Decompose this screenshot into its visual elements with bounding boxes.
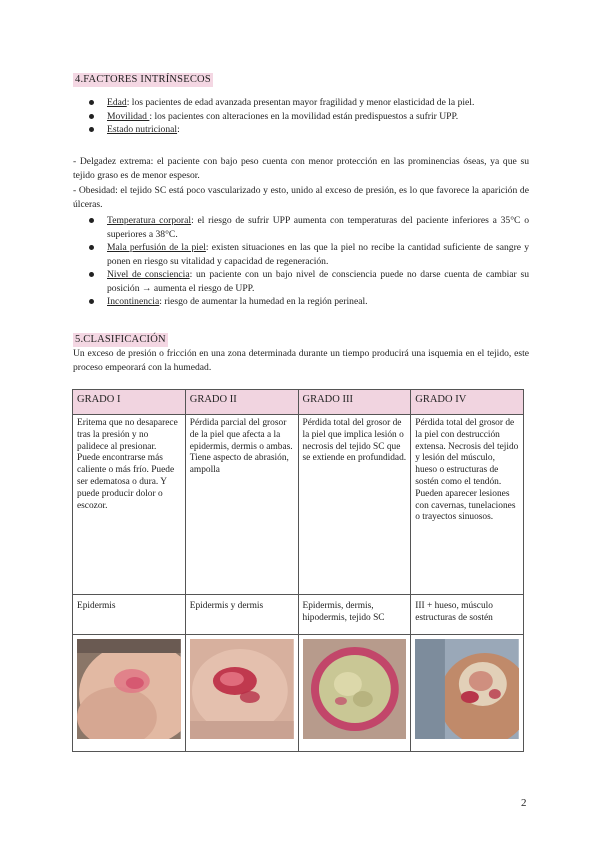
image-cell-grado-3 [298,635,411,752]
table-row [73,595,524,635]
bullet-icon [89,299,94,304]
ulcer-photo-grado-4 [415,639,519,739]
bullet-icon [89,272,94,277]
bullet-icon [89,245,94,250]
section-heading-clasificacion: 5.CLASIFICACIÓN [75,334,166,345]
description-grado-1: Eritema que no desaparece tras la presión y no palidece al presionar. Puede encontrarse más caliente o más frío. Puede ser edematosa o dura. Y puede producir dolor o escozor. [73,415,186,595]
table-row [73,415,524,595]
bullet-list-2 [73,214,529,309]
ulcer-photo-grado-1 [77,639,181,739]
tissue-grado-3: Epidermis, dermis, hipodermis, tejido SC [298,595,411,635]
image-cell-grado-4 [411,635,524,752]
header-grado-3: GRADO III [298,390,411,415]
header-grado-2: GRADO II [185,390,298,415]
description-grado-3: Pérdida total del grosor de la piel que implica lesión o necrosis del tejido SC que se extiende en profundidad. [298,415,411,595]
bullet-icon [89,114,94,119]
list-item: Movilidad : los pacientes con alteraciones en la movilidad están predispuestos a sufrir UPP. [73,110,529,124]
description-grado-4: Pérdida total del grosor de la piel con destrucción extensa. Necrosis del tejido y lesión del músculo, hueso o estructuras de sostén como el tendón. Pueden aparecer lesiones con cavernas, tunelaciones o trayectos sinuosos. [411,415,524,595]
nutrition-line-delgadez: - Delgadez extrema: el paciente con bajo peso cuenta con menor protección en las prominencias óseas, ya que su tejido graso es de menor espesor. [73,156,529,181]
bullet-icon [89,218,94,223]
table-header-row [73,390,524,415]
list-item: Edad: los pacientes de edad avanzada presentan mayor fragilidad y menor elasticidad de la piel. [73,96,529,110]
ulcer-photo-grado-2 [190,639,294,739]
grades-table [72,389,524,752]
tissue-grado-4: III + hueso, músculo estructuras de sostén [411,595,524,635]
image-cell-grado-2 [185,635,298,752]
image-cell-grado-1 [73,635,186,752]
description-grado-2: Pérdida parcial del grosor de la piel que afecta a la epidermis, dermis o ambas. Tiene aspecto de abrasión, ampolla [185,415,298,595]
ulcer-photo-grado-3 [303,639,407,739]
list-item: Incontinencia: riesgo de aumentar la humedad en la región perineal. [73,295,529,309]
list-item: Mala perfusión de la piel: existen situaciones en las que la piel no recibe la cantidad suficiente de sangre y ponen en riesgo su vitalidad y capacidad de regeneración. [73,241,529,268]
list-item: Estado nutricional: [73,123,529,137]
header-grado-1: GRADO I [73,390,186,415]
section-heading-factores: 4.FACTORES INTRÍNSECOS [75,74,211,85]
tissue-grado-2: Epidermis y dermis [185,595,298,635]
nutrition-line-obesidad: - Obesidad: el tejido SC está poco vascularizado y esto, unido al exceso de presión, es lo que favorece la aparición de úlceras. [73,185,529,210]
bullet-icon [89,100,94,105]
classification-intro: Un exceso de presión o fricción en una zona determinada durante un tiempo producirá una isquemia en el tejido, este proceso empeorará con la humedad. [73,348,529,373]
tissue-grado-1: Epidermis [73,595,186,635]
header-grado-4: GRADO IV [411,390,524,415]
bullet-icon [89,127,94,132]
list-item: Nivel de consciencia: un paciente con un bajo nivel de consciencia puede no darse cuenta de cambiar su posición → aumenta el riesgo de UPP. [73,268,529,295]
bullet-list-1 [73,96,529,137]
table-row [73,635,524,752]
list-item: Temperatura corporal: el riesgo de sufrir UPP aumenta con temperaturas del paciente inferiores a 35°C o superiores a 38°C. [73,214,529,241]
page-number: 2 [521,797,527,809]
